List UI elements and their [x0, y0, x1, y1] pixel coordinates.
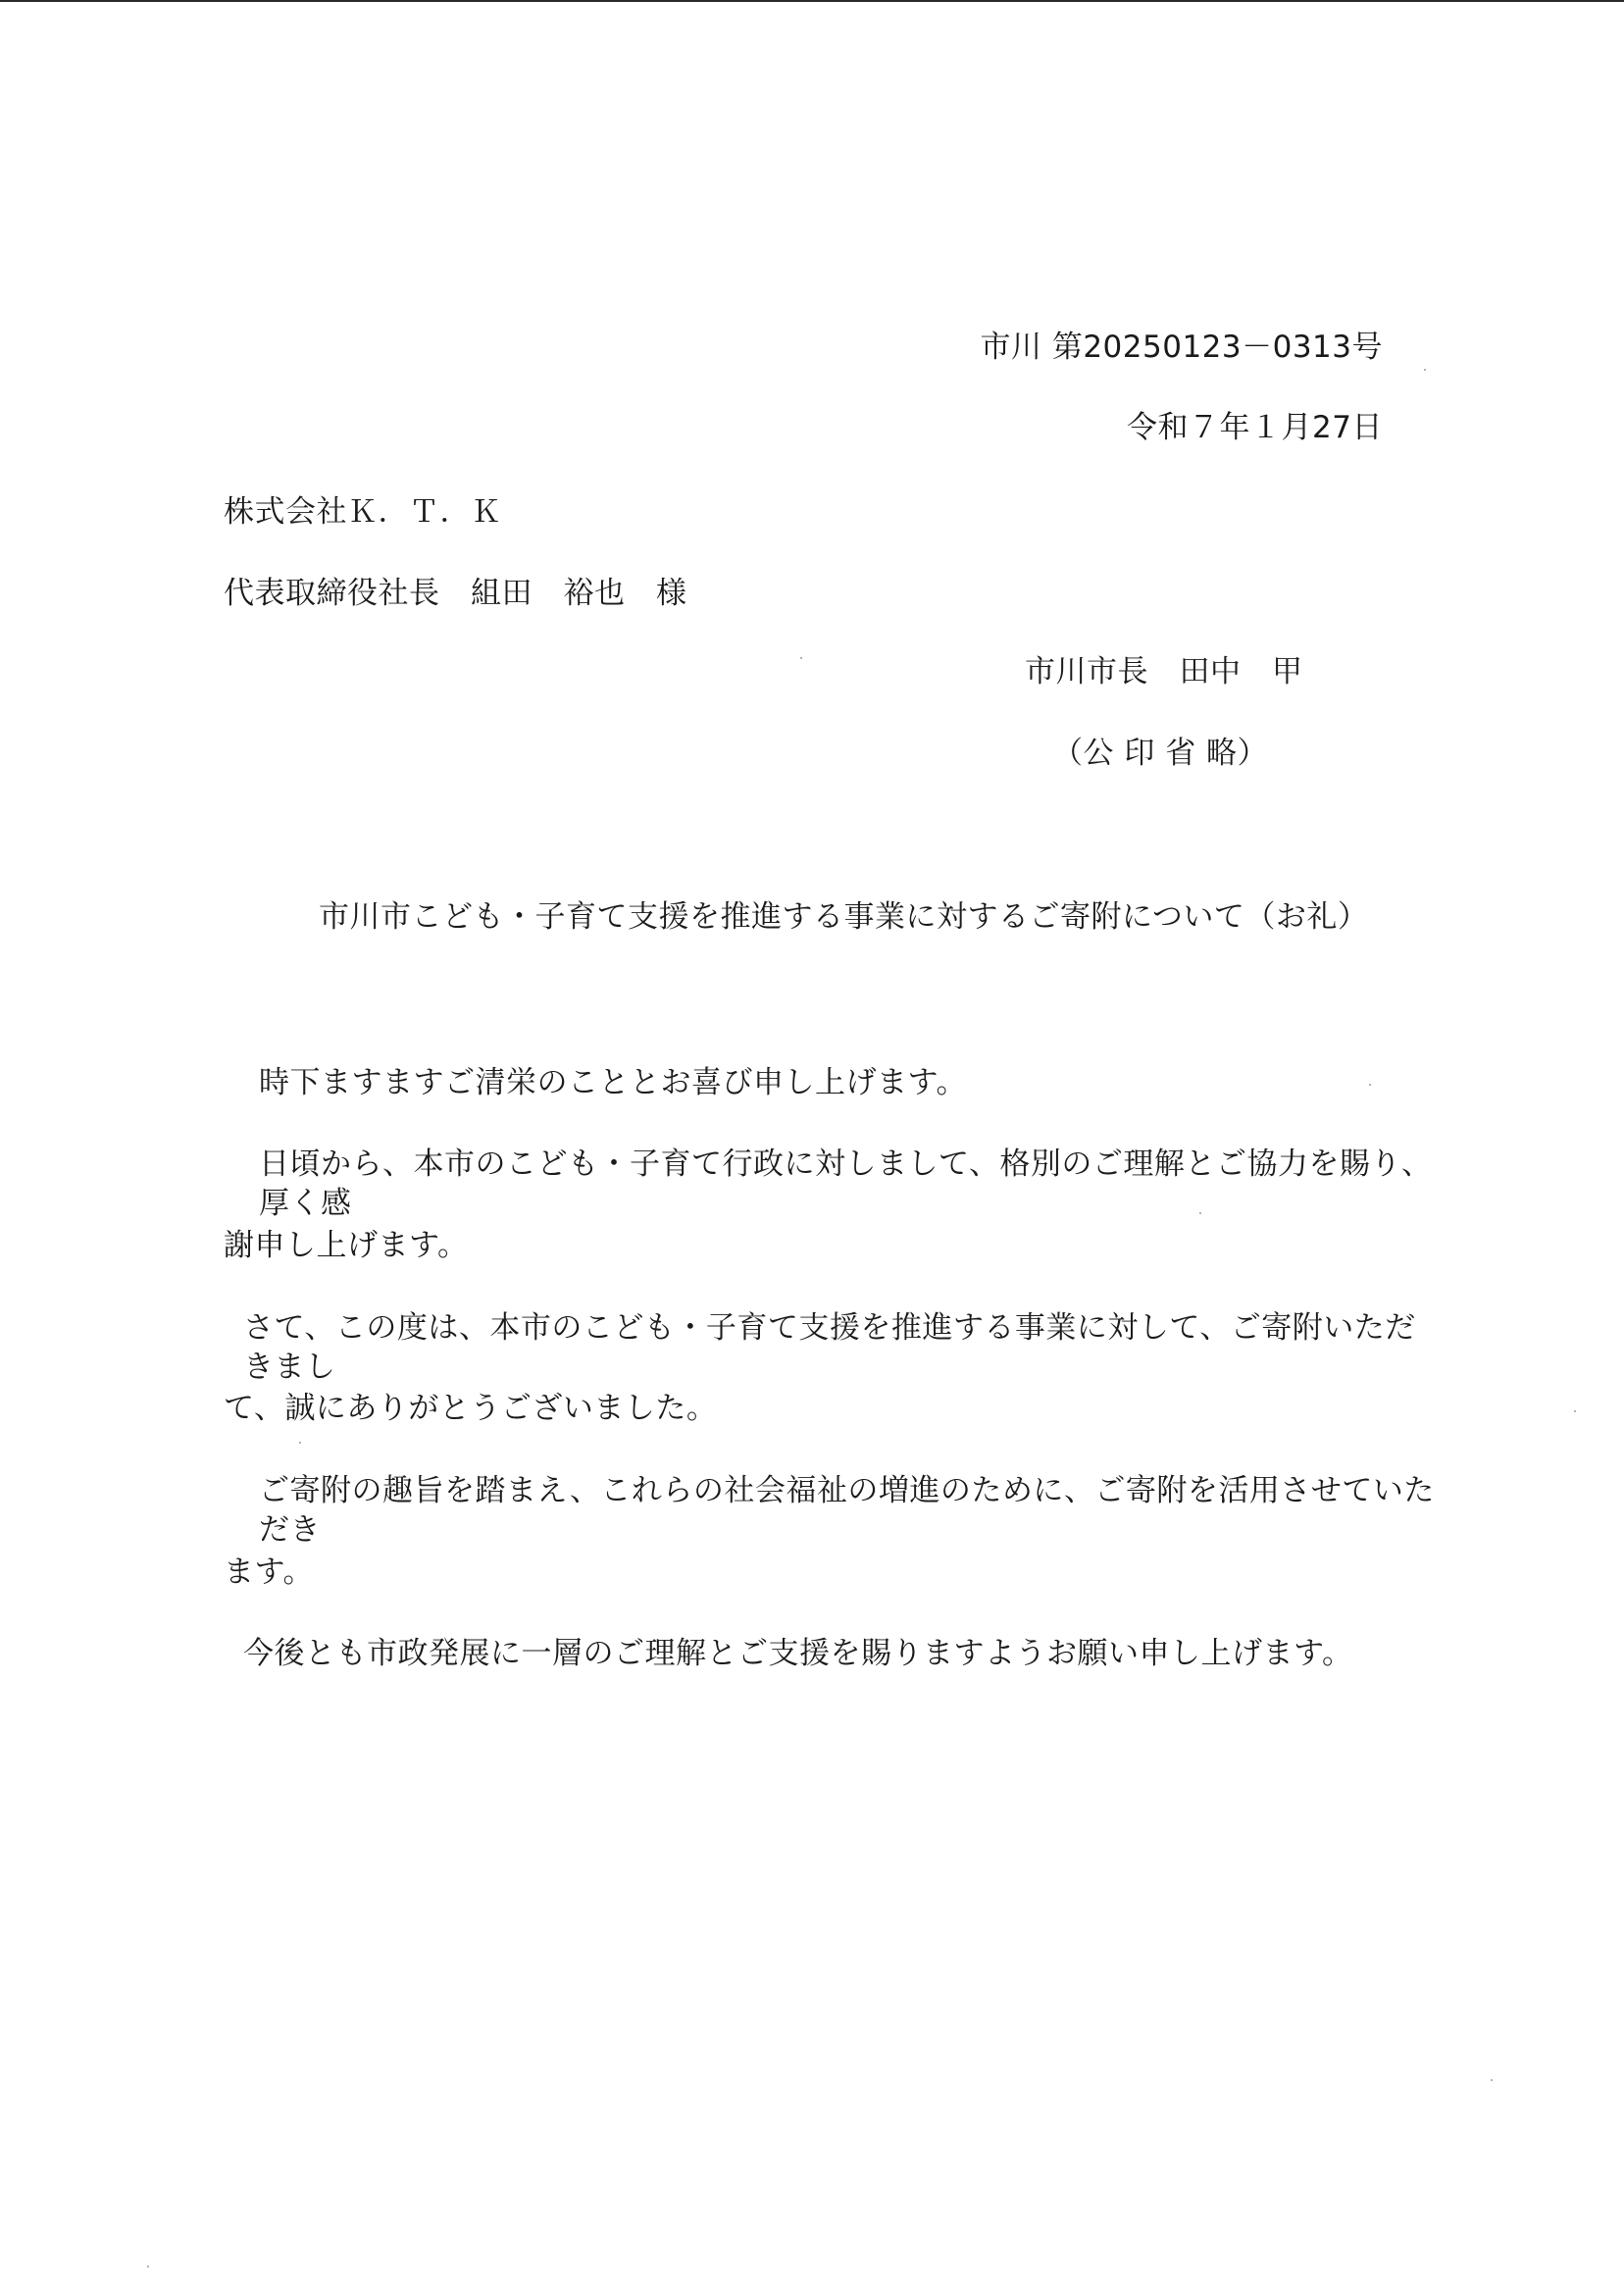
document-number: 市川 第20250123－0313号: [980, 330, 1383, 365]
recipient-name: 代表取締役社長 組田 裕也 様: [224, 576, 687, 611]
body-paragraph-5: 今後とも市政発展に一層のご理解とご支援を賜りますようお願い申し上げます。: [243, 1636, 1353, 1671]
scan-speck: [1574, 1410, 1576, 1412]
scan-speck: [1491, 2079, 1493, 2081]
scan-speck: [800, 657, 802, 659]
body-paragraph-2-line-1: 日頃から、本市のこども・子育て行政に対しまして、格別のご理解とご協力を賜り、厚く感: [259, 1146, 1433, 1221]
sender-seal-note: （公 印 省 略）: [1052, 736, 1269, 771]
sender-name: 市川市長 田中 甲: [1025, 654, 1303, 689]
scan-top-edge: [0, 0, 1624, 2]
body-paragraph-3-line-2: て、誠にありがとうございました。: [224, 1391, 718, 1426]
body-paragraph-1: 時下ますますご清栄のこととお喜び申し上げます。: [259, 1065, 968, 1100]
letter-subject: 市川市こども・子育て支援を推進する事業に対するご寄附について（お礼）: [319, 899, 1369, 935]
scan-speck: [147, 2266, 149, 2268]
scan-speck: [1369, 1084, 1371, 1086]
body-paragraph-4-line-1: ご寄附の趣旨を踏まえ、これらの社会福祉の増進のために、ご寄附を活用させていただき: [259, 1473, 1435, 1548]
body-paragraph-3-line-1: さて、この度は、本市のこども・子育て支援を推進する事業に対して、ご寄附いただきまし: [243, 1310, 1416, 1385]
body-paragraph-2-line-2: 謝申し上げます。: [224, 1228, 469, 1263]
scan-speck: [1424, 369, 1426, 371]
scan-speck: [1199, 1212, 1201, 1214]
recipient-company: 株式会社Ｋ．Ｔ．Ｋ: [224, 494, 502, 530]
scan-speck: [299, 1442, 301, 1444]
body-paragraph-4-line-2: ます。: [224, 1554, 315, 1590]
document-date: 令和７年１月27日: [1127, 410, 1383, 445]
